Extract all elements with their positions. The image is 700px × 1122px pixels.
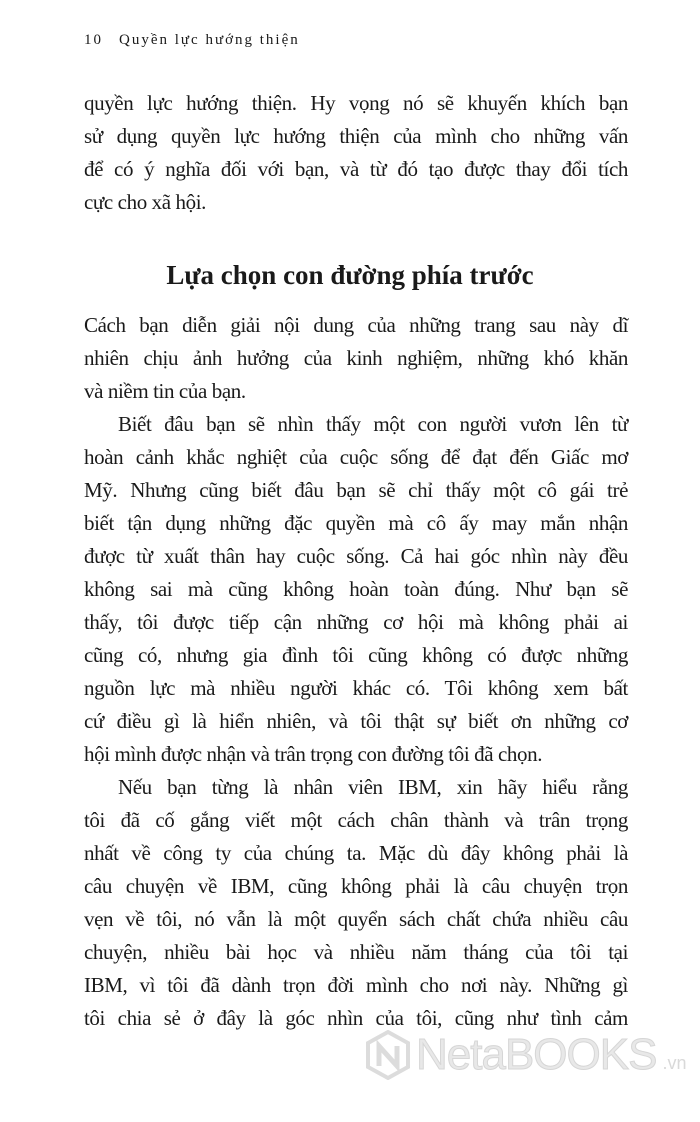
text-line: nhiên chịu ảnh hưởng của kinh nghiệm, những khó khăn [84, 346, 628, 370]
text-line: để có ý nghĩa đối với bạn, và từ đó tạo được thay đổi tích [84, 157, 628, 181]
text-line: biết tận dụng những đặc quyền mà cô ấy may mắn nhận [84, 511, 628, 535]
text-line: tôi chia sẻ ở đây là góc nhìn của tôi, cũng như tình cảm [84, 1006, 628, 1030]
paragraph-3 [84, 408, 628, 771]
text-line: cũng có, nhưng gia đình tôi cũng không có được những [84, 643, 628, 667]
text-line: Cách bạn diễn giải nội dung của những trang sau này dĩ [84, 313, 628, 337]
running-header [84, 32, 300, 49]
text-line: vẹn về tôi, nó vẫn là một quyển sách chất chứa nhiều câu [84, 907, 628, 931]
text-line: nhất về công ty của chúng ta. Mặc dù đây không phải là [84, 841, 628, 865]
running-title: Quyền lực hướng thiện [119, 32, 300, 48]
watermark-name: NetaBOOKS [416, 1030, 657, 1079]
text-line: quyền lực hướng thiện. Hy vọng nó sẽ khuyến khích bạn [84, 91, 628, 115]
text-line: cực cho xã hội. [84, 190, 206, 214]
text-line: Nếu bạn từng là nhân viên IBM, xin hãy hiểu rằng [118, 775, 628, 799]
text-line: hội mình được nhận và trân trọng con đường tôi đã chọn. [84, 742, 543, 766]
text-line: Mỹ. Nhưng cũng biết đâu bạn sẽ chỉ thấy một cô gái trẻ [84, 478, 628, 502]
text-line: và niềm tin của bạn. [84, 379, 246, 403]
text-line: Biết đâu bạn sẽ nhìn thấy một con người vươn lên từ [118, 412, 628, 436]
text-line: hoàn cảnh khắc nghiệt của cuộc sống để đạt đến Giấc mơ [84, 445, 628, 469]
text-line: được từ xuất thân hay cuộc sống. Cả hai góc nhìn này đều [84, 544, 628, 568]
text-line: chuyện, nhiều bài học và nhiều năm tháng của tôi tại [84, 940, 628, 964]
text-line: cứ điều gì là hiển nhiên, và tôi thật sự biết ơn những cơ [84, 709, 628, 733]
watermark-tld: .vn [662, 1052, 687, 1073]
watermark [366, 1030, 686, 1080]
paragraph-4 [84, 771, 628, 1035]
text-line: nguồn lực mà nhiều người khác có. Tôi không xem bất [84, 676, 628, 700]
paragraph-2 [84, 309, 628, 408]
text-line: không sai mà cũng không hoàn toàn đúng. Như bạn sẽ [84, 577, 628, 601]
text-line: câu chuyện về IBM, cũng không phải là câu chuyện trọn [84, 874, 628, 898]
text-line: tôi đã cố gắng viết một cách chân thành và trân trọng [84, 808, 628, 832]
page-number: 10 [84, 32, 103, 48]
text-line: IBM, vì tôi đã dành trọn đời mình cho nơi này. Những gì [84, 973, 628, 997]
paragraph-1 [84, 87, 628, 219]
text-line: thấy, tôi được tiếp cận những cơ hội mà không phải ai [84, 610, 628, 634]
section-heading: Lựa chọn con đường phía trước [166, 260, 534, 290]
text-line: sử dụng quyền lực hướng thiện của mình cho những vấn [84, 124, 628, 148]
netabooks-logo-icon [366, 1030, 410, 1080]
